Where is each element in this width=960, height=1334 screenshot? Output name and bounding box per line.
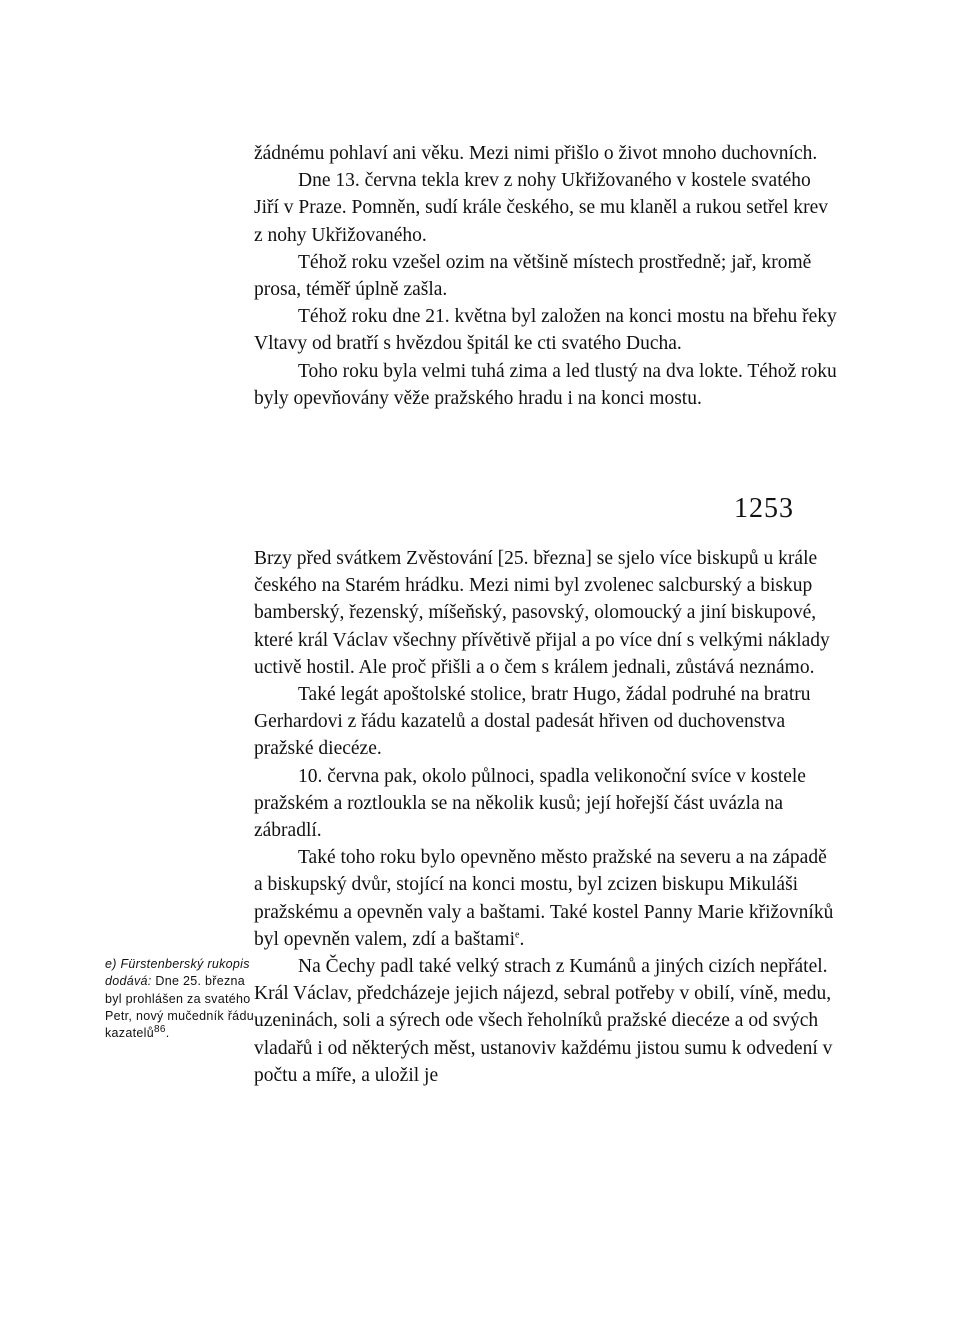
bottom-text-block [254,545,840,1089]
top-text-block [254,140,840,412]
year-heading: 1253 [734,493,794,524]
footnote-mark: e [515,929,520,941]
margin-note-intro: e) Fürstenberský rukopis dodává: [105,957,250,989]
paragraph: Téhož roku vzešel ozim na většině místech prostředně; jař, kromě prosa, téměř úplně zašla. [254,251,812,301]
paragraph: Téhož roku dne 21. května byl založen na konci mostu na břehu řeky Vltavy od bratří s hvězdou špitál ke cti svatého Ducha. [254,306,837,355]
margin-note-text: Dne 25. března byl prohlášen za svatého Petr, nový mučedník řádu kazatelů [105,974,254,1041]
paragraph: Toho roku byla velmi tuhá zima a led tlustý na dva lokte. Téhož roku byly opevňovány věže pražského hradu i na konci mostu. [254,360,837,409]
paragraph-text: Také toho roku bylo opevněno město pražské na severu a na západě a biskupský dvůr, stojící na konci mostu, byl zcizen biskupu Mikuláši pražskému a opevněn valy a baštami. Také kostel Panny Marie křižovníků byl opevněn valem, zdí a baštami [254,847,834,950]
paragraph: Brzy před svátkem Zvěstování [25. března] se sjelo více biskupů u krále českého na Starém hrádku. Mezi nimi byl zvolenec salcburský a biskup bamberský, řezenský, míšeňský, pasovský, olomoucký a jiní biskupové, které král Václav všechny přívětivě přijal a po více dní s velkými náklady uctivě hostil. Ale proč přišli a o čem s králem jednali, zůstává neznámo. [254,548,830,678]
paragraph: Na Čechy padl také velký strach z Kumánů a jiných cizích nepřátel. Král Václav, předcházeje jejich nájezd, sebral potřeby v obilí, víně, medu, uzeninách, soli a sýrech ode všech řeholníků pražské diecéze a od svých vladařů i od některých měst, ustanoviv každému jistou sumu k odvedení v počtu a míře, a uložil je [254,956,833,1086]
paragraph: 10. června pak, okolo půlnoci, spadla velikonoční svíce v kostele pražském a roztloukla se na několik kusů; její hořejší část uvázla na zábradlí. [254,765,806,842]
paragraph: žádnému pohlaví ani věku. Mezi nimi přišlo o život mnoho duchovních. [254,143,818,164]
paragraph-end: . [519,928,525,950]
margin-note [105,956,255,1042]
margin-note-end: . [165,1026,170,1041]
paragraph: Také legát apoštolské stolice, bratr Hugo, žádal podruhé na bratru Gerhardovi z řádu kazatelů a dostal padesát hřiven od duchovenstva pražské diecéze. [254,684,811,760]
paragraph [254,844,840,953]
margin-note-mark: 86 [153,1024,166,1036]
paragraph: Dne 13. června tekla krev z nohy Ukřižovaného v kostele svatého Jiří v Praze. Pomněn, sudí krále českého, se mu klaněl a rukou setřel krev z nohy Ukřižovaného. [254,170,829,246]
